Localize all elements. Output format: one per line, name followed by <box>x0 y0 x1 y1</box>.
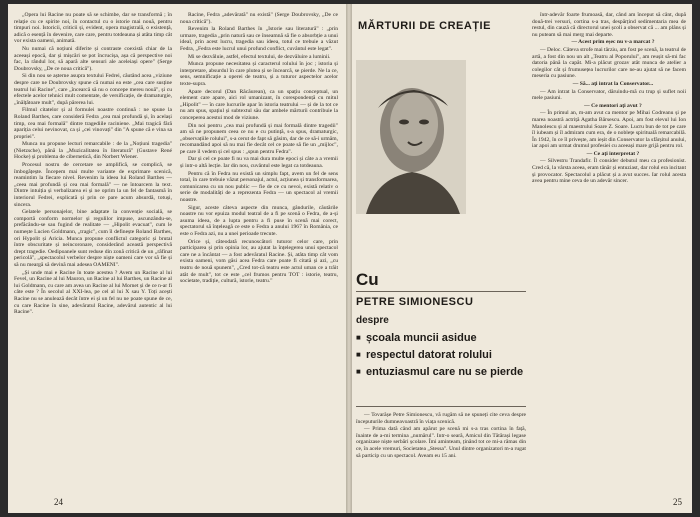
paragraph: Mi se dezvăluie, astfel, efectul textului, de dezvăluire a luminii. <box>188 53 331 60</box>
paragraph: Gelatele personajelor, bine adaptate la convenție socială, se comportă conform normelor și regulilor impuse, ascunzându-se, prefăcându-se sau fugind de realitate — „Hipolit evacuat", cum le numește Lucien Goldmann, „tragic", cum îl definește Roland Barthes, ori Hypolit și Aricia. Munca propune conflictul categoric și brutal între obscuritate și neincoronare, considerând această perspectivă drept tragedie. Oedipoanele sunt reduse din zonă critică de un „răfinat pericolă", „spectacolul verbelor despre niște oameni care vor să fie și să nu meargă să devină mai adesea OAMENI". <box>14 209 172 268</box>
paragraph: Apare decorul (Dan Răcăurean), ca un spațiu conceptual, un element care apare, aici rol umanizant, în corespondență cu mitul „Hipolit" — în care lucrurile apar în istoria teatrului — și de la tot ce nu am spus, spațiul și subtextul său dar ambele mărturii contribuie la conceperea acestui mod de viziune. <box>180 88 338 121</box>
portrait-image <box>356 60 466 214</box>
page-number-right: 25 <box>673 497 682 507</box>
paragraph: Din noi pentru „cea mai profundă și mai formală dintre tragedii" am să ne propunem ceea ce nu e cu putință, s-a spus, dramaturgic, „observațiile rolului", s-a cerut de fapt să găsim, dar de ce să-i urmăm, recomandând apoi să nu mai fie decât cel ce poate să fie un „mijloc", pe care il vedem și cel spus : „spun pentru Fedra". <box>180 122 338 155</box>
paragraph: — Deloc. Câteva strofe mai târziu, am fost pe scenă, la teatrul de artă, a fost din nou un alt „Teatru al Poporului", am reușit să-mi fac datoria până la capăt. Mi-a plăcut grozav atât munca de atelier a colegilor cât și frumusețea lucrurilor care ne-au ajutat să ne facem meseria cu pasiune. <box>532 46 686 80</box>
paragraph: — În primul an, m-am avut ca mentor pe Mihai Codreanu și pe marea noastră actriță Agatha Bârsescu. Apoi, am fost elevul lui Ion Manolescu și al maestrului Soare Z. Soare. Lucru bun de tot pe care îl iubeam și îl admiram cum era, de o noblețe spirituală remarcabilă. În 1942, în ce îl privește, am ieșit din Conservator la sfârșitul anului, iar apoi am urmat drumul profesiei cu aceeași mare grijă pentru rol. <box>532 110 686 150</box>
topic-list <box>356 331 532 382</box>
paragraph: Pentru că în Fedra nu există un simplu fapt, avem un fel de sens total, în care trebuie văzut personajul, actul, acțiunea și transformarea, comunicarea cu un nou public — fie de ce cu nevoi, există relativ o serie de modalități de a reprezenta Fedra — un spectacol al vremii noastre. <box>180 170 338 204</box>
paragraph: — Silvestru Trandafir. Îl consider debutul meu ca profesionist. Cred că, la vârsta aceea, eram tânăr și entuziast, dar rolul era incitant și provocator. Spectacolul a plăcut și a avut succes. Iar rolul acesta avea pentru mine ceva de un adevăr sincer. <box>532 158 686 185</box>
intro-question: — Tovarășe Petre Simionescu, vă rugăm să ne spuneți cite ceva despre începuturile dumneavoastră în viața scenică. <box>356 412 526 425</box>
page-number-left: 24 <box>54 497 63 507</box>
paragraph: „Opera lui Racine nu poate să se schimbe, dar se transformă ; în relație cu ce spirite noi, în contactul cu o istorie mai nouă, pentru timpuri noi. Istoricii, criticii și, evident, opera magistrală, o existență, adică o esență în devenire, care care, pentru totdeauna și atâta timp cât vor exista oameni, animată. <box>14 12 172 45</box>
left-column-2 <box>180 12 338 488</box>
paragraph: Munca nu propune lecturi remarcabile : de la „Noțiuni tragedia" (Nietzsche), până la „Muzicalitatea în literatură" (Gustave René Hocke) și problema de cibernetică, din Norbert Wiener. <box>14 141 172 161</box>
paragraph: — Am intrat la Conservator, dăruindu-mă cu trup și suflet noii mele pasiuni. <box>532 88 686 102</box>
paragraph: Nu numai că noțiuni diferite și contraste coexistă chiar de la aceeași epocă, dar și mișcări se pot încrucișa, așa că perspective noi fac, la rândul lor, să apară alte sensuri ale aceleiași opere" (Serge Doubrovsky, „De ce noua critică"). <box>14 45 172 72</box>
topic-item: ■ entuziasmul care nu se pierde <box>356 365 532 379</box>
paragraph: Orice și, câteodată recunoscători tuturor celor care, prin participarea și prin opinia lor, au ajutat la înțelegerea unui spectacol care ne a încântat — a fost adevăratul Racine. Și, atâta timp cât vom exista oameni, vom găsi acea Fedra care poate fi citată și azi, „cu teatru de nouă spunem", „Cred tot-că teatru este actul uman ce a trăit atât de mult", tot ce este „cel frumos pentru TOT : istorie, teatru, societate, tradiție, cultură, istorie, teatru." <box>180 238 338 285</box>
question: — Ce mentori aţi avut ? <box>584 102 642 109</box>
divider <box>356 406 526 407</box>
paragraph: Procesul nostru de cercetare se amplifică, se complică, se îmbogățește. Începem mai multe variante de exprimare scenică, reamintim la fiecare nivel. Revenim la ideea lui Roland Barthes — „ceea mai profundă și cea mai formală" — ne întoarcem la text. Dintre intuiția și verbalizarea ei și ne oprim la un fel de fantasmă în interiorul Fedrei, explicată și prin ce pare acum absurdă, totuși, sincera. <box>14 162 172 208</box>
paragraph: Si din nou se așterne asupra textului Fedrei, căutând acea „viziune despre care ne Doubrovsky spune că numai ea este „cea care susține teatrul lui Racine", care „încearcă să nu o concepe mereu nouă", și cu efectele acelor tehnici mult comentate, de versificație, de dramaturgie, „înălțătoare mult", după părerea lui. <box>14 73 172 106</box>
paragraph: Filmul citatelor și al formulei noastre continuă : ne spune la Roland Barthes, care consideră Fedra „cea mai profundă și, în același timp, cea mai formală" dintre tragediile raciniene. „Mai tragică fără apariția celui nevinovat, ca și „cei vinovați" din "A spune că e vina sa propriei". <box>14 107 172 140</box>
paragraph: Munca propune necesitatea și caracterul rolului în joc ; istoria și interpretare, absurdul în care plutea și se încearcă, se pierde. Ne la ce, sens, semnificație a operei de teatru, și a tuturor aspectelor acelor texte-supra. <box>180 61 338 87</box>
left-column-1 <box>14 12 172 488</box>
intro-answer: — Prima dată când am apărut pe scenă mi s-a tras cortina în față, înainte de a-mi termina „numărul". Intr-o seară, Amicul din Tătărași legase organizase niște serbări școlare. Îmi aminteam, ținând tot ce mi-a rămas din ce, în acele vremuri, Societatea „Stessa". Unul dintre organizatori m-a rugat să particip cu un spectacol. Aveam eu 15 ani. <box>356 426 526 459</box>
paragraph: Dar și cel ce poate fi nu va mai dura multe epoci și câte a a vremii și intr-o altă lecție. Iar din nou, cuvântul este legat ca totdeauna. <box>180 156 338 170</box>
topic-item: ■ respectul datorat rolului <box>356 348 532 362</box>
right-column <box>532 12 686 488</box>
interview-cu: Cu <box>356 270 379 289</box>
intro-block <box>356 412 526 504</box>
despre-label: despre <box>356 315 389 326</box>
interviewee-name: PETRE SIMIONESCU <box>356 296 474 308</box>
question: — Acest prim eșec nu v-a marcat ? <box>571 39 655 46</box>
paragraph: Revenim la Roland Barthes în „Istorie sau literatură" : „prin urmare, tragedia „prin natură sau ce înseamnă să fie o absorbție a unui ideal, prin acest lucru, tragedia sau ideea, totul ce trebuie a văzut Fedra, „Fedra este lucrul unui profund conflict, cuvântul este legat". <box>180 26 338 52</box>
paragraph: Sigur, aceste câteva aspecte din munca, gândurile, căutările noastre nu vor epuiza modul teatral de a fi pe scenă o Fedra, de a-și asuma ideea, de a lupta pentru a fi puse în scenă mai corect, spectatorul să înțeleagă ce este o Fedra a anului 1967 în România, ce este o Fedra azi, nu a unei perioade trecute. <box>180 204 338 237</box>
section-title: MĂRTURII DE CREAȚIE <box>358 20 491 32</box>
right-page <box>352 4 692 513</box>
paragraph: Racine, Fedra „adevărată" nu există" (Serge Doubrovsky, „De ce noua critică"). <box>180 12 338 25</box>
topic-item: ■ școala muncii asidue <box>356 331 532 345</box>
divider <box>356 291 526 292</box>
paragraph: într-adevăr foarte frumoasă, dar, când am început să cânt, după două-trei versuri, cortina s-a tras, despărțind sedimentaria mea de restul, din cauză că directorul unei școli a observat că ... am plâns și nu puteam să mai merg mai departe. <box>532 12 686 38</box>
question: — Ce aţi interpretat ? <box>586 150 640 157</box>
question: — Să... aţi intrat la Conservator... <box>572 80 654 87</box>
portrait-photo <box>356 60 466 214</box>
left-page <box>8 4 346 513</box>
paragraph: „Și unde mai e Racine în toate acestea ? Avem un Racine al lui Fevel, un Racine al lui Mauron, un Racine al lui Barthes, un Racine al lui Goldmann, cu care am avea un Racine al lui Mornet și de ce n-ar fi câte este ? În secolul al XXI-lea, pe cel al lui X sau Y. Toți acești Racine nu se anulează decât între ei și un fel nu ne poate spune de ce, cu care Racine în sine, adevăratul Racine, adevărul autentic al lui Racine". <box>14 269 172 316</box>
